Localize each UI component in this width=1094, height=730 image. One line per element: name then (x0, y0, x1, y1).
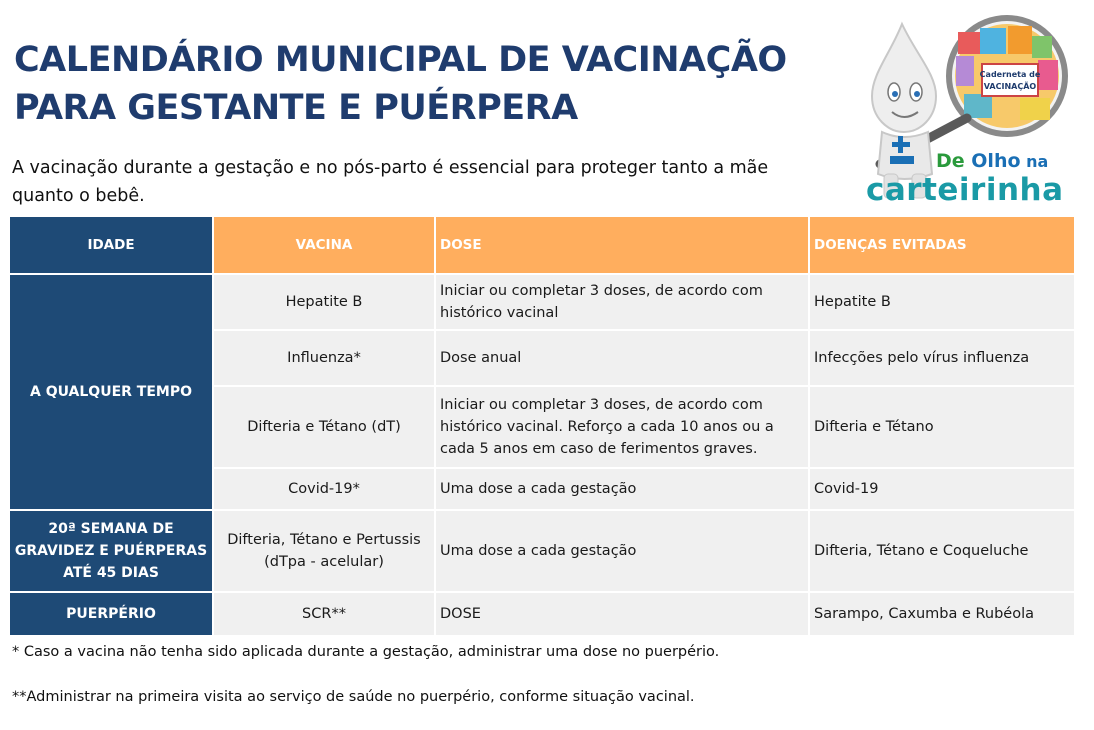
vacina-cell: Hepatite B (213, 274, 435, 330)
doencas-cell: Covid-19 (809, 468, 1075, 510)
vacina-cell: SCR** (213, 592, 435, 636)
table-row (9, 592, 1075, 636)
badge-line-1: Caderneta de (979, 70, 1041, 79)
table-header-row (9, 216, 1075, 274)
header-idade: IDADE (9, 216, 213, 274)
table-row (9, 274, 1075, 330)
doencas-cell: Sarampo, Caxumba e Rubéola (809, 592, 1075, 636)
logo-carteirinha: carteirinha (866, 172, 1064, 208)
doencas-cell: Difteria e Tétano (809, 386, 1075, 468)
logo-tagline (936, 150, 1048, 172)
dose-cell: Uma dose a cada gestação (435, 510, 809, 592)
dose-cell: DOSE (435, 592, 809, 636)
doencas-cell: Hepatite B (809, 274, 1075, 330)
intro-text (12, 154, 812, 210)
vacina-cell: Difteria, Tétano e Pertussis (dTpa - acelular) (213, 510, 435, 592)
dose-cell: Dose anual (435, 330, 809, 386)
footnote-2: **Administrar na primeira visita ao serviço de saúde no puerpério, conforme situação vacinal. (12, 689, 695, 705)
logo-text-de: De (936, 150, 972, 172)
table-row (9, 510, 1075, 592)
title-line-2: PARA GESTANTE E PUÉRPERA (14, 88, 578, 128)
vacina-cell: Difteria e Tétano (dT) (213, 386, 435, 468)
header-dose: DOSE (435, 216, 809, 274)
intro-line-2: quanto o bebê. (12, 186, 145, 206)
vacina-cell: Influenza* (213, 330, 435, 386)
header-doencas: DOENÇAS EVITADAS (809, 216, 1075, 274)
dose-cell: Iniciar ou completar 3 doses, de acordo com histórico vacinal (435, 274, 809, 330)
header-vacina: VACINA (213, 216, 435, 274)
idade-puerperio: PUERPÉRIO (9, 592, 213, 636)
dose-cell: Iniciar ou completar 3 doses, de acordo com histórico vacinal. Reforço a cada 10 anos ou a cada 5 anos em caso de ferimentos graves. (435, 386, 809, 468)
badge-line-2: VACINAÇÃO (983, 82, 1037, 91)
page-title (14, 36, 794, 132)
logo-text-na: na (1020, 152, 1049, 171)
idade-20-semana: 20ª SEMANA DE GRAVIDEZ E PUÉRPERAS ATÉ 45 DIAS (9, 510, 213, 592)
title-line-1: CALENDÁRIO MUNICIPAL DE VACINAÇÃO (14, 40, 787, 80)
vaccination-table (8, 215, 1076, 637)
vacina-cell: Covid-19* (213, 468, 435, 510)
idade-qualquer-tempo: A QUALQUER TEMPO (9, 274, 213, 510)
footnote-1: * Caso a vacina não tenha sido aplicada durante a gestação, administrar uma dose no puerpério. (12, 644, 720, 660)
dose-cell: Uma dose a cada gestação (435, 468, 809, 510)
intro-line-1: A vacinação durante a gestação e no pós-parto é essencial para proteger tanto a mãe (12, 158, 769, 178)
doencas-cell: Infecções pelo vírus influenza (809, 330, 1075, 386)
doencas-cell: Difteria, Tétano e Coqueluche (809, 510, 1075, 592)
logo-text-olho: Olho (971, 150, 1021, 172)
